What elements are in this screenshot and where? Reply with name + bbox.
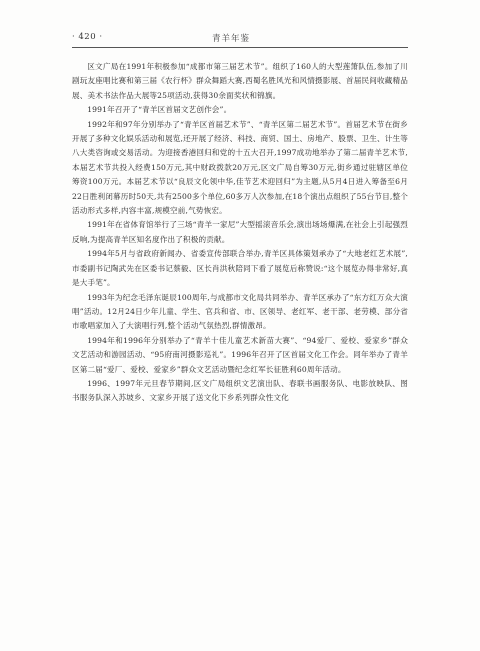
paragraph: 1996、1997年元旦春节期间,区文广局组织文艺演出队、春联书画服务队、电影放映队、图书服务队深入苏坡乡、文家乡开展了送文化下乡系列群众性文化 bbox=[72, 378, 408, 403]
header-rule bbox=[72, 47, 408, 48]
page-number: · 420 · bbox=[72, 32, 103, 42]
paragraph: 1991年召开了“青羊区首届文艺创作会”。 bbox=[87, 105, 232, 115]
paragraph: 1994年和1996年分别举办了“青羊十佳儿童艺术新苗大赛”、“94爱厂、爱校、爱家乡”群众文艺活动和游园活动、“95府南河摄影巡礼”。1996年召开了区首届文化工作会。同年举办了青羊区第二届“爱厂、爱校、爱家乡”群众文艺活动暨纪念红军长征胜利60周年活动。 bbox=[72, 335, 408, 374]
paragraph: 1994年5月与省政府新闻办、省委宣传部联合举办,青羊区具体策划承办了“大地老红艺术展”,市委副书记陶武先在区委书记蔡毅、区长肖洪秋陪同下看了展览后称赞说:“这个展览办得非常好,真是大手笔”。 bbox=[72, 249, 408, 288]
page-header bbox=[72, 28, 408, 50]
running-title: 青羊年鉴 bbox=[212, 34, 251, 44]
paragraph: 1993年为纪念毛泽东诞辰100周年,与成都市文化局共同举办、青羊区承办了“东方红万众大演唱”活动。12月24日少年儿童、学生、官兵和省、市、区领导、老红军、老干部、老劳模、部分省市歌唱家加入了大演唱行列,整个活动气氛热烈,群情激昂。 bbox=[72, 292, 408, 331]
body-text bbox=[72, 60, 408, 406]
paragraph: 1991年在省体育馆举行了三场“青羊一家尼”大型摇滚音乐会,演出场场爆满,在社会上引起强烈反响,为提高青羊区知名度作出了积极的贡献。 bbox=[72, 220, 408, 244]
paragraph: 1992年和97年分别举办了“青羊区首届艺术节”、“青羊区第二届艺术节”。首届艺术节在街乡开展了多种文化娱乐活动和展览,还开展了经济、科技、商贸、国土、房地产、股票、卫生、计生等八大类咨询或交易活动。为迎接香港回归和党的十五大召开,1997成功地举办了第二届青羊艺术节,本届艺术节共投入经费150万元,其中财政拨款20万元,区文广局自筹30万元,街乡通过驻辖区单位筹资100万元。本届艺术节以“良辰文化领中华,佳节艺术迎回归”为主题,从5月4日进入筹备至6月22日胜利闭幕历时50天,共有2500多个单位,60多万人次参加,在18个演出点组织了55台节目,整个活动形式多样,内容丰富,规模空前,气势恢宏。 bbox=[72, 119, 408, 216]
paragraph: 区文广局在1991年积极参加“成都市第三届艺术节”。组织了160人的大型莲箫队伍,参加了川剧玩友座唱比赛和第三届《农行杯》群众舞蹈大赛,西蜀名胜风光和风情摄影展、首届民间收藏精品展、美术书法作品大展等25项活动,获得30余面奖状和锦旗。 bbox=[72, 62, 408, 100]
